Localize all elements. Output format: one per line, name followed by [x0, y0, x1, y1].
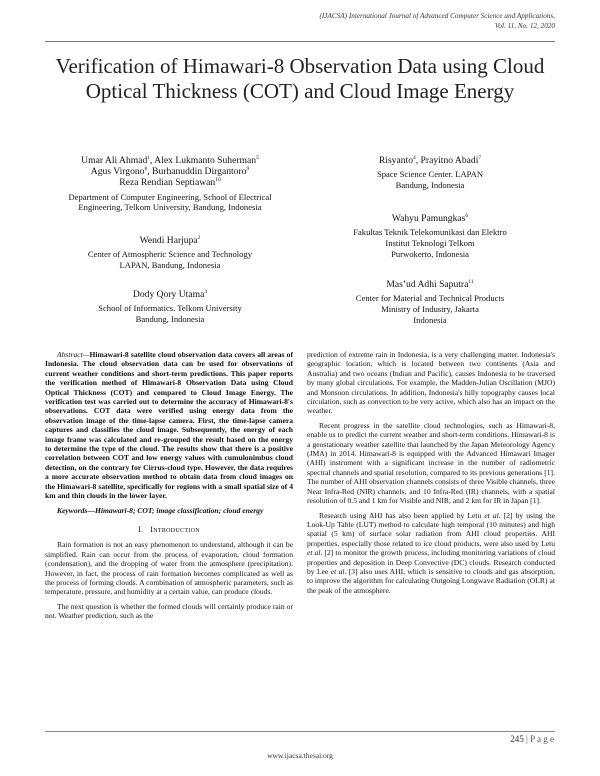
- page-number: 245 | P a g e: [510, 734, 554, 744]
- abstract: Abstract—Himawari-8 satellite cloud observation data covers all areas of Indonesia. The cloud observation data can be used for observations of current weather conditions and short-term predictions. This paper reports the verification method of Himawari-8 Observation Data using Cloud Optical Thickness (COT) and compared to Cloud Image Energy. The verification test was carried out to determine the accuracy of Himawari-8's observations. COT data were verified using energy data from the observation image of the time-lapse camera. First, the time-lapse camera captures and classifies the cloud image. Subsequently, the energy of each image frame was calculated and re-grouped the result based on the energy to determine the type of the cloud. The results show that there is a positive correlation between COT and low energy values with cumulonimbus cloud detection, on the contrary for Cirrus-cloud type. However, the data requires a more accurate observation method to obtain data from cloud images on the Himawari-8 satellite, specifically for regions with a small spatial size of 4 km and thin clouds in the lower layer.: [45, 350, 293, 501]
- right-column: [307, 350, 555, 600]
- author-name: Dody Qory Utama$^3$: [132, 288, 208, 300]
- journal-header: [225, 12, 555, 31]
- author-line: Reza Rendian Septiawan$^{10}$: [119, 177, 221, 189]
- affiliation: School of Informatics. Telkom University: [98, 303, 242, 314]
- journal-name: (IJACSA) International Journal of Advanced Computer Science and Applications,: [319, 12, 555, 20]
- section-heading-introduction: I. Introduction: [138, 524, 200, 534]
- header-divider: [45, 41, 555, 42]
- author-line: Agus Virgono$^8$, Burhanuddin Dirgantoro$^9$: [90, 166, 250, 178]
- intro-paragraph-1: Rain formation is not an easy phenomenon to understand, although it can be simplified. Rain can occur from the process of evaporation, cloud formation (condensation), and the dropping of water from the atmosphere (precipitation). However, in fact, the process of rain formation becomes complicated as well as the process of forming clouds. A combination of atmospheric parameters, such as temperature, pressure, and humidity at a certain value, can produce clouds.: [45, 540, 293, 597]
- affiliation: Purwokerto, Indonesia: [391, 248, 469, 259]
- author-line: Umar Ali Ahmad$^1$, Alex Lukmanto Suherman$^5$: [81, 154, 259, 166]
- affiliation: Institut Teknologi Telkom: [385, 238, 475, 248]
- right-paragraph-1: prediction of extreme rain in Indonesia, is a very challenging matter. Indonesia's geographic location, which is located between two continents (Asia and Australia) and two oceans (Indian and Pacific), causes Indonesia to be traversed by many global circulations. For example, the Madden-Julian Oscillation (MJO) and Monsoon circulations. In addition, Indonesia's hilly topography causes local circulation, such as convection to be very active, which also has an impact on the weather.: [307, 350, 555, 416]
- affiliation: Engineering, Telkom University, Bandung, Indonesia: [78, 202, 262, 213]
- journal-volume: Vol. 11, No. 12, 2020: [494, 21, 555, 30]
- author-block-6: [305, 279, 555, 326]
- affiliation: Center of Atmospheric Science and Technology: [87, 249, 253, 260]
- keywords: Keywords—Himawari-8; COT; image classification; cloud energy: [57, 505, 264, 515]
- footer-divider: [45, 731, 555, 732]
- author-name: Mas’ud Adhi Saputra$^{11}$: [386, 278, 474, 290]
- intro-paragraph-2: The next question is whether the formed clouds will certainly produce rain or not. Weather prediction, such as the: [45, 601, 293, 621]
- affiliation: Bandung, Indonesia: [135, 314, 205, 324]
- author-name: Wahyu Pamungkas$^6$: [391, 212, 469, 224]
- paper-title: Verification of Himawari-8 Observation Data using Cloud Optical Thickness (COT) and Cloud Image Energy: [55, 54, 545, 103]
- affiliation: Space Science Center. LAPAN: [376, 169, 484, 180]
- author-block-4: [305, 155, 555, 191]
- right-paragraph-3: Research using AHI has also been applied by Letu et al. [2] by using the Look-Up Table (LUT) method to calculate high temporal (10 minutes) and high spatial (5 km) of surface solar radiation from AHI cloud properties. AHI properties, especially those related to ice cloud products, were also used by Letu et al. [2] to monitor the growth process, including monitoring variations of cloud properties and deposition in Deep Convective (DC) clouds. Research conducted by Lee et al. [3] also uses AHI, which is sensitive to clouds and gas absorption, to improve the algorithm for calculating Outgoing Longwave Radiation (OLR) at the peak of the atmosphere.: [307, 510, 556, 595]
- author-block-1: [45, 155, 295, 213]
- affiliation: Indonesia: [413, 314, 447, 325]
- affiliation: Bandung, Indonesia: [395, 180, 465, 190]
- journal-url: www.ijacsa.thesai.org: [267, 751, 333, 760]
- author-block-5: [305, 213, 555, 260]
- author-name: Wendi Harjupa$^2$: [139, 234, 201, 246]
- author-line: Risyanto$^4$, Prayitno Abadi$^7$: [378, 154, 482, 166]
- affiliation: Center for Material and Technical Products: [355, 293, 505, 304]
- affiliation: LAPAN, Bandung, Indonesia: [119, 260, 221, 270]
- author-block-3: [45, 289, 295, 325]
- author-block-2: [45, 235, 295, 271]
- left-column: [45, 350, 293, 626]
- right-paragraph-2: Recent progress in the satellite cloud technologies, such as Himawari-8, enable us to predict the current weather and short-term conditions. Himawari-8 is a geostationary weather satellite that launched by the Japan Meteorology Agency (JMA) in 2014. Himawari-8 is equipped with the Advanced Himawari Imager (AHI) instrument with a significant increase in the number of radiometric spectral channels and spatial resolution, compared to its previous generations [1]. The number of AHI observation channels consists of three Visible channels, three Near Infra-Red (NIR) channels, and 10 Infra-Red (IR) channels, with a spatial resolution of 0.5 and 1 km for Visible and NIR, and 2 km for IR in Japan [1].: [307, 420, 555, 506]
- affiliation: Department of Computer Engineering, School of Electrical: [68, 191, 272, 202]
- affiliation: Ministry of Industry, Jakarta: [381, 304, 479, 314]
- affiliation: Fakultas Teknik Telekomunikasi dan Elektro: [353, 227, 507, 238]
